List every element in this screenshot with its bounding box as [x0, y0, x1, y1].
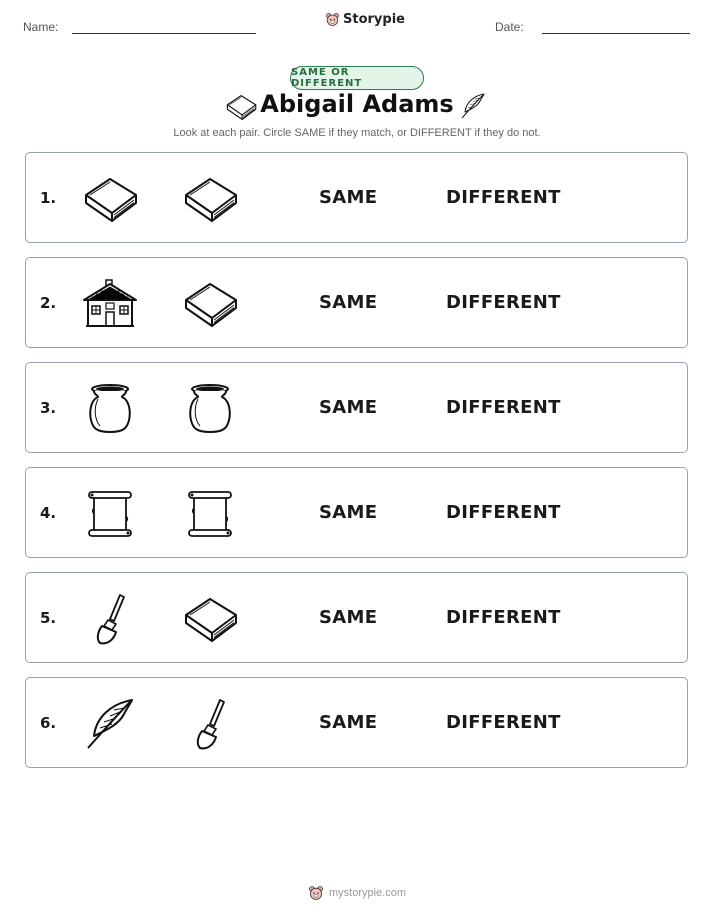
different-option[interactable]: DIFFERENT [446, 607, 561, 628]
question-row [25, 362, 688, 453]
different-option[interactable]: DIFFERENT [446, 712, 561, 733]
question-number: 2. [40, 294, 57, 312]
date-label: Date: [495, 20, 524, 34]
bear-logo-icon [308, 885, 324, 901]
quill-icon [458, 90, 488, 122]
question-number: 1. [40, 189, 57, 207]
book-icon [180, 593, 240, 645]
same-option[interactable]: SAME [319, 607, 378, 628]
question-row [25, 467, 688, 558]
shovel-icon [80, 593, 140, 645]
question-row [25, 677, 688, 768]
storypie-logo [325, 12, 405, 27]
name-line[interactable] [72, 33, 256, 34]
book-icon [180, 173, 240, 225]
shovel-icon [180, 698, 240, 750]
question-number: 3. [40, 399, 57, 417]
pot-icon [80, 383, 140, 435]
name-label: Name: [23, 20, 59, 34]
date-line[interactable] [542, 33, 690, 34]
worksheet-header [0, 0, 714, 50]
same-option[interactable]: SAME [319, 292, 378, 313]
question-number: 6. [40, 714, 57, 732]
bear-logo-icon [325, 12, 340, 27]
same-option[interactable]: SAME [319, 187, 378, 208]
footer [0, 885, 714, 901]
scroll-icon [80, 488, 140, 540]
question-number: 5. [40, 609, 57, 627]
question-row [25, 257, 688, 348]
different-option[interactable]: DIFFERENT [446, 292, 561, 313]
worksheet-title: Abigail Adams [260, 90, 454, 118]
scroll-icon [180, 488, 240, 540]
logo-text: Storypie [343, 12, 405, 27]
book-icon [180, 278, 240, 330]
different-option[interactable]: DIFFERENT [446, 397, 561, 418]
quill-icon [80, 698, 140, 750]
house-icon [80, 278, 140, 330]
question-row [25, 572, 688, 663]
question-number: 4. [40, 504, 57, 522]
different-option[interactable]: DIFFERENT [446, 187, 561, 208]
worksheet-type-badge: SAME OR DIFFERENT [290, 66, 424, 90]
book-icon [80, 173, 140, 225]
same-option[interactable]: SAME [319, 712, 378, 733]
same-option[interactable]: SAME [319, 397, 378, 418]
question-row [25, 152, 688, 243]
same-option[interactable]: SAME [319, 502, 378, 523]
pot-icon [180, 383, 240, 435]
different-option[interactable]: DIFFERENT [446, 502, 561, 523]
footer-url[interactable]: mystorypie.com [328, 887, 407, 899]
instructions: Look at each pair. Circle SAME if they match, or DIFFERENT if they do not. [173, 127, 541, 139]
